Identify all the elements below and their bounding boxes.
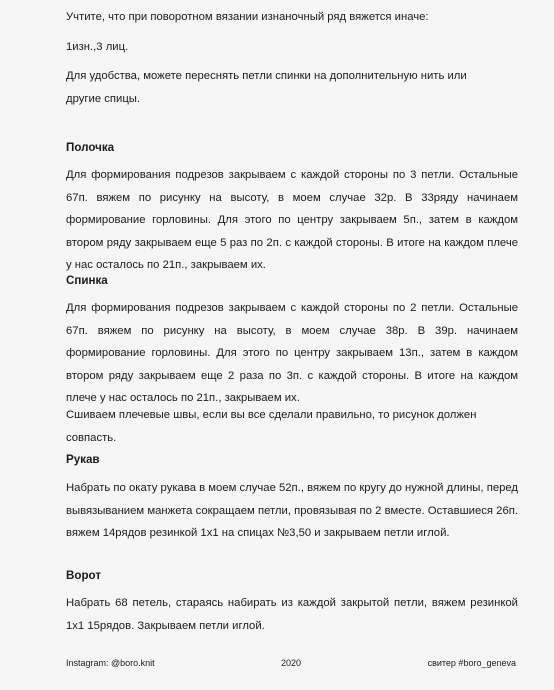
section-title-back: Спинка	[66, 274, 108, 287]
section-text-back: Для формирования подрезов закрываем с каждой стороны по 2 петли. Остальные 67п. вяжем по рисунку на высоту, в моем случае 38р. В 39р. начинаем формирование горловины. Для этого по центру закрываем 13п., затем в каждом втором ряду закрываем еще 2 раза по 3п. с каждой стороны. В итоге на каждом плече у нас осталось по 21п., закрываем их.	[66, 302, 518, 405]
section-title-front: Полочка	[66, 141, 115, 154]
section-text-collar: Набрать 68 петель, стараясь набирать из каждой закрытой петли, вяжем резинкой 1х1 15рядов. Закрываем петли иглой.	[66, 597, 518, 632]
footer-tag: свитер #boro_geneva	[427, 658, 516, 668]
footer-year: 2020	[281, 658, 302, 668]
section-note-back: Сшиваем плечевые швы, если вы все сделали правильно, то рисунок должен совпасть.	[66, 409, 477, 444]
footer-instagram: Instagram: @boro.knit	[66, 658, 155, 668]
intro-line-1: Учтите, что при поворотном вязании изнаночный ряд вяжется иначе:	[66, 11, 429, 23]
intro-line-3: Для удобства, можете переснять петли спинки на дополнительную нить или другие спицы.	[66, 70, 467, 105]
section-text-sleeve: Набрать по окату рукава в моем случае 52п., вяжем по кругу до нужной длины, перед вывязыванием манжета сокращаем петли, провязывая по 2 вместе. Оставшиеся 26п. вяжем 14рядов резинкой 1х1 на спицах №3,50 и закрываем петли иглой.	[66, 482, 519, 540]
section-title-collar: Ворот	[66, 569, 102, 582]
section-text-front: Для формирования подрезов закрываем с каждой стороны по 3 петли. Остальные 67п. вяжем по рисунку на высоту, в моем случае 32р. В 33ряду начинаем формирование горловины. Для этого по центру закрываем 5п., затем в каждом втором ряду закрываем еще 5 раз по 2п. с каждой стороны. В итоге на каждом плече у нас осталось по 21п., закрываем их.	[66, 169, 518, 272]
section-title-sleeve: Рукав	[66, 453, 100, 466]
intro-line-2: 1изн.,3 лиц.	[66, 41, 129, 53]
